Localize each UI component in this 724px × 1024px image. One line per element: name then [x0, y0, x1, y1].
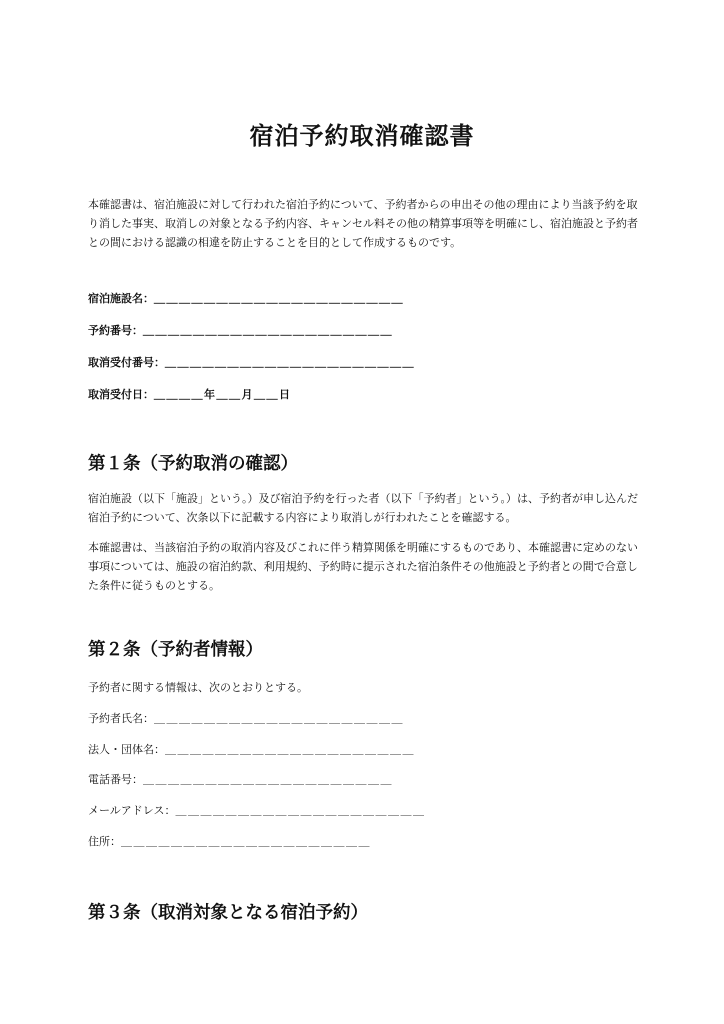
address-field [88, 834, 371, 850]
reserver-name-field [88, 711, 404, 727]
field-blank: ＿＿＿＿＿＿＿＿＿＿＿＿＿＿＿＿＿＿＿＿ [154, 292, 404, 305]
field-label: 宿泊施設名： [88, 292, 154, 305]
organization-name-field [88, 742, 415, 758]
cancellation-number-field [88, 355, 415, 371]
phone-number-field [88, 772, 393, 788]
field-label: 法人・団体名： [88, 743, 165, 756]
field-blank: ＿＿＿＿＿＿＿＿＿＿＿＿＿＿＿＿＿＿＿＿ [165, 743, 415, 756]
article1-paragraph-2: 本確認書は、当該宿泊予約の取消内容及びこれに伴う精算関係を明確にするものであり、本確認書に定めのない事項については、施設の宿泊約款、利用規約、予約時に提示された宿泊条件その他施設と予約者との間で合意した条件に従うものとする。 [88, 541, 638, 592]
field-blank: ＿＿＿＿＿＿＿＿＿＿＿＿＿＿＿＿＿＿＿＿ [143, 773, 393, 786]
document-title: 宿泊予約取消確認書 [249, 122, 475, 150]
article1-paragraph-1: 宿泊施設（以下「施設」という。）及び宿泊予約を行った者（以下「予約者」という。）は、予約者が申し込んだ宿泊予約について、次条以下に記載する内容により取消しが行われたことを確認する。 [88, 492, 638, 524]
facility-name-field [88, 291, 404, 307]
field-label: 予約者氏名： [88, 712, 154, 725]
field-label: メールアドレス： [88, 804, 176, 817]
field-label: 予約番号： [88, 324, 143, 337]
field-label: 取消受付番号： [88, 356, 165, 369]
intro-paragraph: 本確認書は、宿泊施設に対して行われた宿泊予約について、予約者からの申出その他の理由により当該予約を取り消した事実、取消しの対象となる予約内容、キャンセル料その他の精算事項等を明確にし、宿泊施設と予約者との間における認識の相違を防止することを目的として作成するものです。 [88, 198, 638, 249]
field-label: 電話番号： [88, 773, 143, 786]
article2-heading: 第２条（予約者情報） [88, 640, 263, 660]
article2-intro: 予約者に関する情報は、次のとおりとする。 [88, 681, 308, 694]
cancellation-date-field [88, 387, 292, 403]
field-blank: ＿＿＿＿年＿＿月＿＿日 [154, 388, 292, 401]
field-label: 住所： [88, 835, 121, 848]
reservation-number-field [88, 323, 393, 339]
field-blank: ＿＿＿＿＿＿＿＿＿＿＿＿＿＿＿＿＿＿＿＿ [165, 356, 415, 369]
email-field [88, 803, 425, 819]
field-blank: ＿＿＿＿＿＿＿＿＿＿＿＿＿＿＿＿＿＿＿＿ [154, 712, 404, 725]
article1-heading: 第１条（予約取消の確認） [88, 454, 298, 474]
field-blank: ＿＿＿＿＿＿＿＿＿＿＿＿＿＿＿＿＿＿＿＿ [121, 835, 371, 848]
article3-heading: 第３条（取消対象となる宿泊予約） [88, 903, 368, 923]
field-blank: ＿＿＿＿＿＿＿＿＿＿＿＿＿＿＿＿＿＿＿＿ [175, 804, 426, 817]
field-label: 取消受付日： [88, 388, 154, 401]
field-blank: ＿＿＿＿＿＿＿＿＿＿＿＿＿＿＿＿＿＿＿＿ [143, 324, 393, 337]
